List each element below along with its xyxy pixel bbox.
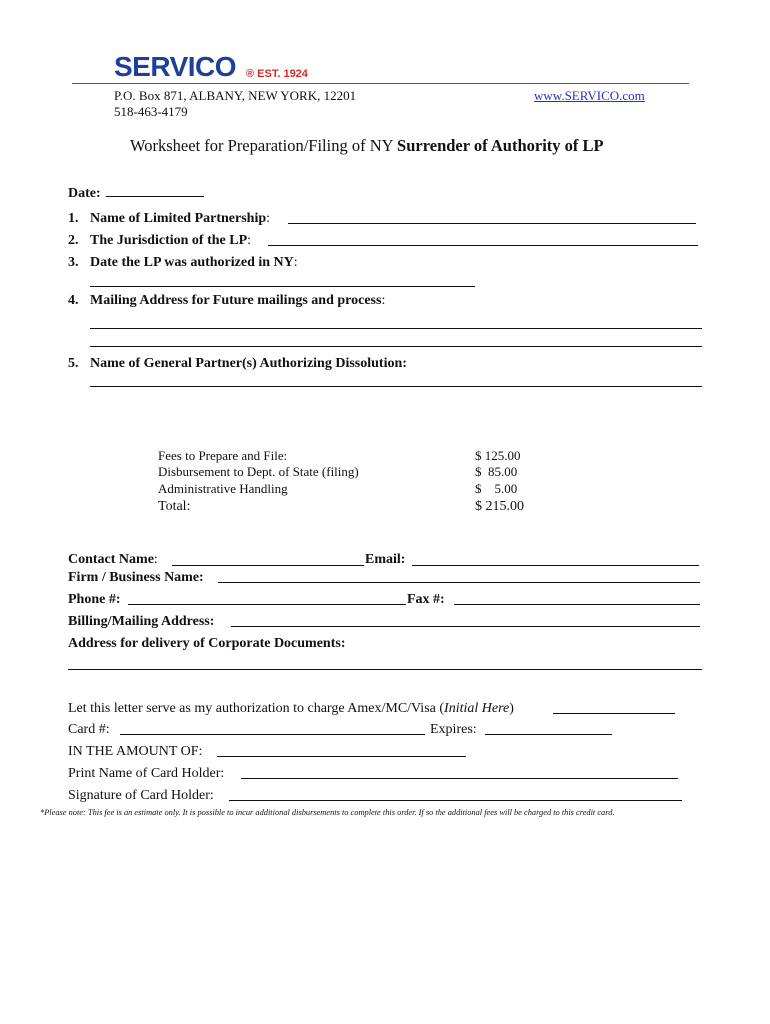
form-item-4: [68, 292, 385, 309]
item-label: The Jurisdiction of the LP: [90, 233, 248, 248]
expires-blank[interactable]: [485, 734, 612, 735]
auth-text: Let this letter serve as my authorization to charge Amex/MC/Visa (: [68, 701, 445, 716]
print-name-label: Print Name of Card Holder:: [68, 766, 225, 781]
fax-label: Fax #:: [407, 592, 445, 607]
title-plain: Worksheet for Preparation/Filing of NY: [130, 136, 398, 155]
lp-name-blank[interactable]: [288, 223, 696, 224]
item-number: 5.: [68, 356, 79, 371]
contact-name-field[interactable]: Contact Name:: [68, 552, 158, 567]
form-item-1: [68, 210, 270, 227]
authorized-date-blank[interactable]: [90, 286, 475, 287]
phone-label: Phone #:: [68, 592, 121, 607]
initial-here-text: Initial Here: [444, 701, 510, 716]
email-label: Email:: [365, 552, 406, 567]
amount-label: IN THE AMOUNT OF:: [68, 744, 203, 759]
signature-blank[interactable]: [229, 800, 682, 801]
form-item-2: [68, 232, 251, 249]
general-partner-blank[interactable]: [90, 386, 702, 387]
item-colon: :: [266, 211, 271, 226]
fee-row-amount: $ 5.00: [475, 481, 518, 496]
item-number: 1.: [68, 211, 79, 226]
contact-name-label: Contact Name: [68, 552, 154, 567]
company-address: P.O. Box 871, ALBANY, NEW YORK, 12201: [114, 88, 357, 103]
company-phone: 518-463-4179: [114, 104, 188, 119]
date-label: Date:: [68, 186, 101, 201]
fee-row-label: Fees to Prepare and File:: [158, 448, 288, 463]
form-item-5: [68, 355, 407, 372]
date-field[interactable]: [68, 185, 204, 202]
company-website-link[interactable]: www.SERVICO.com: [534, 88, 645, 103]
footnote: *Please note: This fee is an estimate only. It is possible to incur additional disbursements to complete this order. If so the additional fees will be charged to this credit card.: [40, 808, 615, 817]
amount-blank[interactable]: [217, 756, 466, 757]
card-label: Card #:: [68, 722, 110, 737]
signature-label: Signature of Card Holder:: [68, 788, 214, 803]
fee-total-amount: $ 215.00: [475, 499, 524, 514]
item-label: Date the LP was authorized in NY: [90, 255, 294, 270]
auth-close: ): [509, 701, 514, 716]
item-colon: :: [381, 293, 386, 308]
fee-row-amount: $ 125.00: [475, 448, 521, 463]
expires-label: Expires:: [430, 722, 477, 737]
print-name-blank[interactable]: [241, 778, 678, 779]
firm-label: Firm / Business Name:: [68, 570, 204, 585]
header-rule: [72, 83, 689, 84]
item-label: Name of Limited Partnership: [90, 211, 267, 226]
item-colon: :: [293, 255, 298, 270]
phone-blank[interactable]: [128, 604, 406, 605]
auth-statement: [68, 700, 514, 717]
company-logo-name: SERVICO: [114, 51, 237, 82]
mailing-address-blank-2[interactable]: [90, 346, 702, 347]
item-colon: :: [247, 233, 252, 248]
fax-blank[interactable]: [454, 604, 700, 605]
page-title: [130, 136, 604, 156]
jurisdiction-blank[interactable]: [268, 245, 698, 246]
firm-blank[interactable]: [218, 582, 700, 583]
fee-row-amount: $ 85.00: [475, 464, 518, 479]
billing-label: Billing/Mailing Address:: [68, 614, 215, 629]
item-label: Name of General Partner(s) Authorizing Dissolution:: [90, 356, 407, 371]
card-number-blank[interactable]: [120, 734, 425, 735]
fee-total-label: Total:: [158, 499, 191, 514]
fee-row-label: Disbursement to Dept. of State (filing): [158, 464, 359, 479]
mailing-address-blank-1[interactable]: [90, 328, 702, 329]
item-number: 4.: [68, 293, 79, 308]
fee-row-label: Administrative Handling: [158, 481, 288, 496]
item-label: Mailing Address for Future mailings and process: [90, 293, 382, 308]
billing-blank[interactable]: [231, 626, 700, 627]
company-est-badge: ® EST. 1924: [246, 68, 308, 80]
delivery-label: Address for delivery of Corporate Documents:: [68, 636, 346, 651]
delivery-blank[interactable]: [68, 669, 702, 670]
item-number: 2.: [68, 233, 79, 248]
contact-name-blank[interactable]: [172, 565, 364, 566]
title-bold: Surrender of Authority of LP: [397, 136, 604, 155]
date-blank[interactable]: [106, 195, 204, 197]
email-blank[interactable]: [412, 565, 699, 566]
form-item-3: [68, 254, 298, 271]
initials-blank[interactable]: [553, 713, 675, 714]
item-number: 3.: [68, 255, 79, 270]
